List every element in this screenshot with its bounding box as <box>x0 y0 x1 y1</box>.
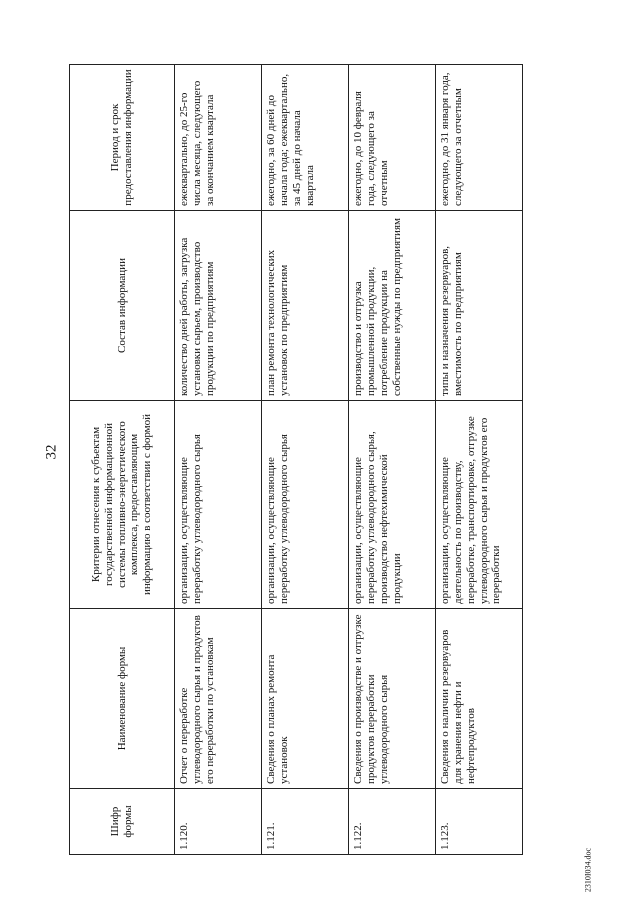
cell-code: 1.120. <box>175 789 262 855</box>
cell-form-name: Сведения о производстве и отгрузке продуктов переработки углеводородного сырья <box>349 609 436 789</box>
cell-content: производство и отгрузка промышленной продукции, потребление продукции на собственные нужды по предприятиям <box>349 211 436 401</box>
cell-criteria: организации, осуществляющие переработку углеводородного сырья <box>175 401 262 609</box>
cell-criteria: организации, осуществляющие переработку углеводородного сырья, производство нефтехимической продукции <box>349 401 436 609</box>
cell-period: ежегодно, до 31 января года, следующего за отчетным <box>436 65 523 211</box>
cell-code: 1.121. <box>262 789 349 855</box>
table-row <box>262 65 349 855</box>
cell-code: 1.122. <box>349 789 436 855</box>
cell-code: 1.123. <box>436 789 523 855</box>
cell-period: ежеквартально, до 25-го числа месяца, следующего за окончанием квартала <box>175 65 262 211</box>
cell-criteria: организации, осуществляющие деятельность по производству, переработке, транспортировке, отгрузке углеводородного сырья и продуктов его переработки <box>436 401 523 609</box>
cell-content: количество дней работы, загрузка установки сырьем, производство продукции по предприятиям <box>175 211 262 401</box>
cell-form-name: Отчет о переработке углеводородного сырья и продуктов его переработки по установкам <box>175 609 262 789</box>
table-row <box>436 65 523 855</box>
header-code: Шифр формы <box>70 789 175 855</box>
cell-criteria: организации, осуществляющие переработку углеводородного сырья <box>262 401 349 609</box>
cell-period: ежегодно, за 60 дней до начала года; ежеквартально, за 45 дней до начала квартала <box>262 65 349 211</box>
table-row <box>175 65 262 855</box>
cell-form-name: Сведения о планах ремонта установок <box>262 609 349 789</box>
header-content: Состав информации <box>70 211 175 401</box>
rotated-table-container <box>69 65 503 855</box>
header-period: Период и срок предоставления информации <box>70 65 175 211</box>
header-form-name: Наименование формы <box>70 609 175 789</box>
table-row <box>349 65 436 855</box>
cell-form-name: Сведения о наличии резервуаров для хранения нефти и нефтепродуктов <box>436 609 523 789</box>
page-number: 32 <box>43 444 60 460</box>
document-code: 2310I034.doc <box>583 847 593 893</box>
header-criteria: Критерии отнесения к субъектам государственной информационной системы топливно-энергетического комплекса, предоставляющим информацию в соответствии с формой <box>70 401 175 609</box>
forms-table <box>69 64 523 855</box>
cell-period: ежегодно, до 10 февраля года, следующего за отчетным <box>349 65 436 211</box>
cell-content: типы и назначения резервуаров, вместимость по предприятиям <box>436 211 523 401</box>
cell-content: план ремонта технологических установок по предприятиям <box>262 211 349 401</box>
table-header-row <box>70 65 175 855</box>
